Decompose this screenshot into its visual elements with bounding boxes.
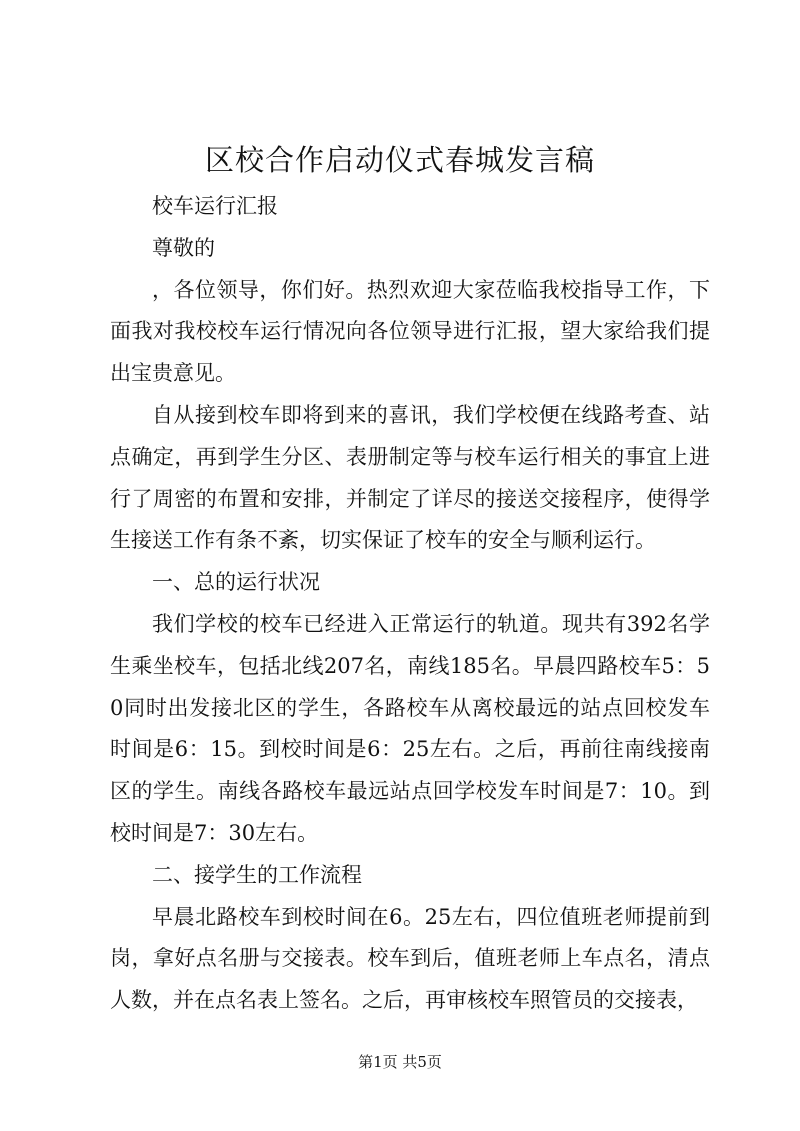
paragraph-salutation: 尊敬的 (152, 235, 215, 260)
section-heading-pickup-process: 二、接学生的工作流程 (152, 862, 362, 887)
paragraph-greeting: ，各位领导，你们好。热烈欢迎大家莅临我校指导工作，下面我对我校校车运行情况向各位领导进行汇报，望大家给我们提出宝贵意见。 (110, 277, 710, 386)
page-number-footer: 第1页 共5页 (358, 1053, 442, 1071)
document-title: 区校合作启动仪式春城发言稿 (204, 143, 595, 177)
paragraph-report-heading: 校车运行汇报 (152, 194, 278, 218)
paragraph-preparation: 自从接到校车即将到来的喜讯，我们学校便在线路考查、站点确定，再到学生分区、表册制定等与校车运行相关的事宜上进行了周密的布置和安排，并制定了详尽的接送交接程序，使得学生接送工作有条不紊，切实保证了校车的安全与顺利运行。 (110, 402, 710, 553)
section-heading-overall-status: 一、总的运行状况 (152, 570, 320, 595)
paragraph-operation-status: 我们学校的校车已经进入正常运行的轨道。现共有392名学生乘坐校车，包括北线207名，南线185名。早晨四路校车5：50同时出发接北区的学生，各路校车从离校最远的站点回校发车时间是6：15。到校时间是6：25左右。之后，再前往南线接南区的学生。南线各路校车最远站点回学校发车时间是7：10。到校时间是7：30左右。 (110, 611, 710, 845)
document-body (110, 186, 710, 1022)
paragraph-pickup-process: 早晨北路校车到校时间在6。25左右，四位值班老师提前到岗，拿好点名册与交接表。校车到后，值班老师上车点名，清点人数，并在点名表上签名。之后，再审核校车照管员的交接表， (110, 904, 710, 1013)
